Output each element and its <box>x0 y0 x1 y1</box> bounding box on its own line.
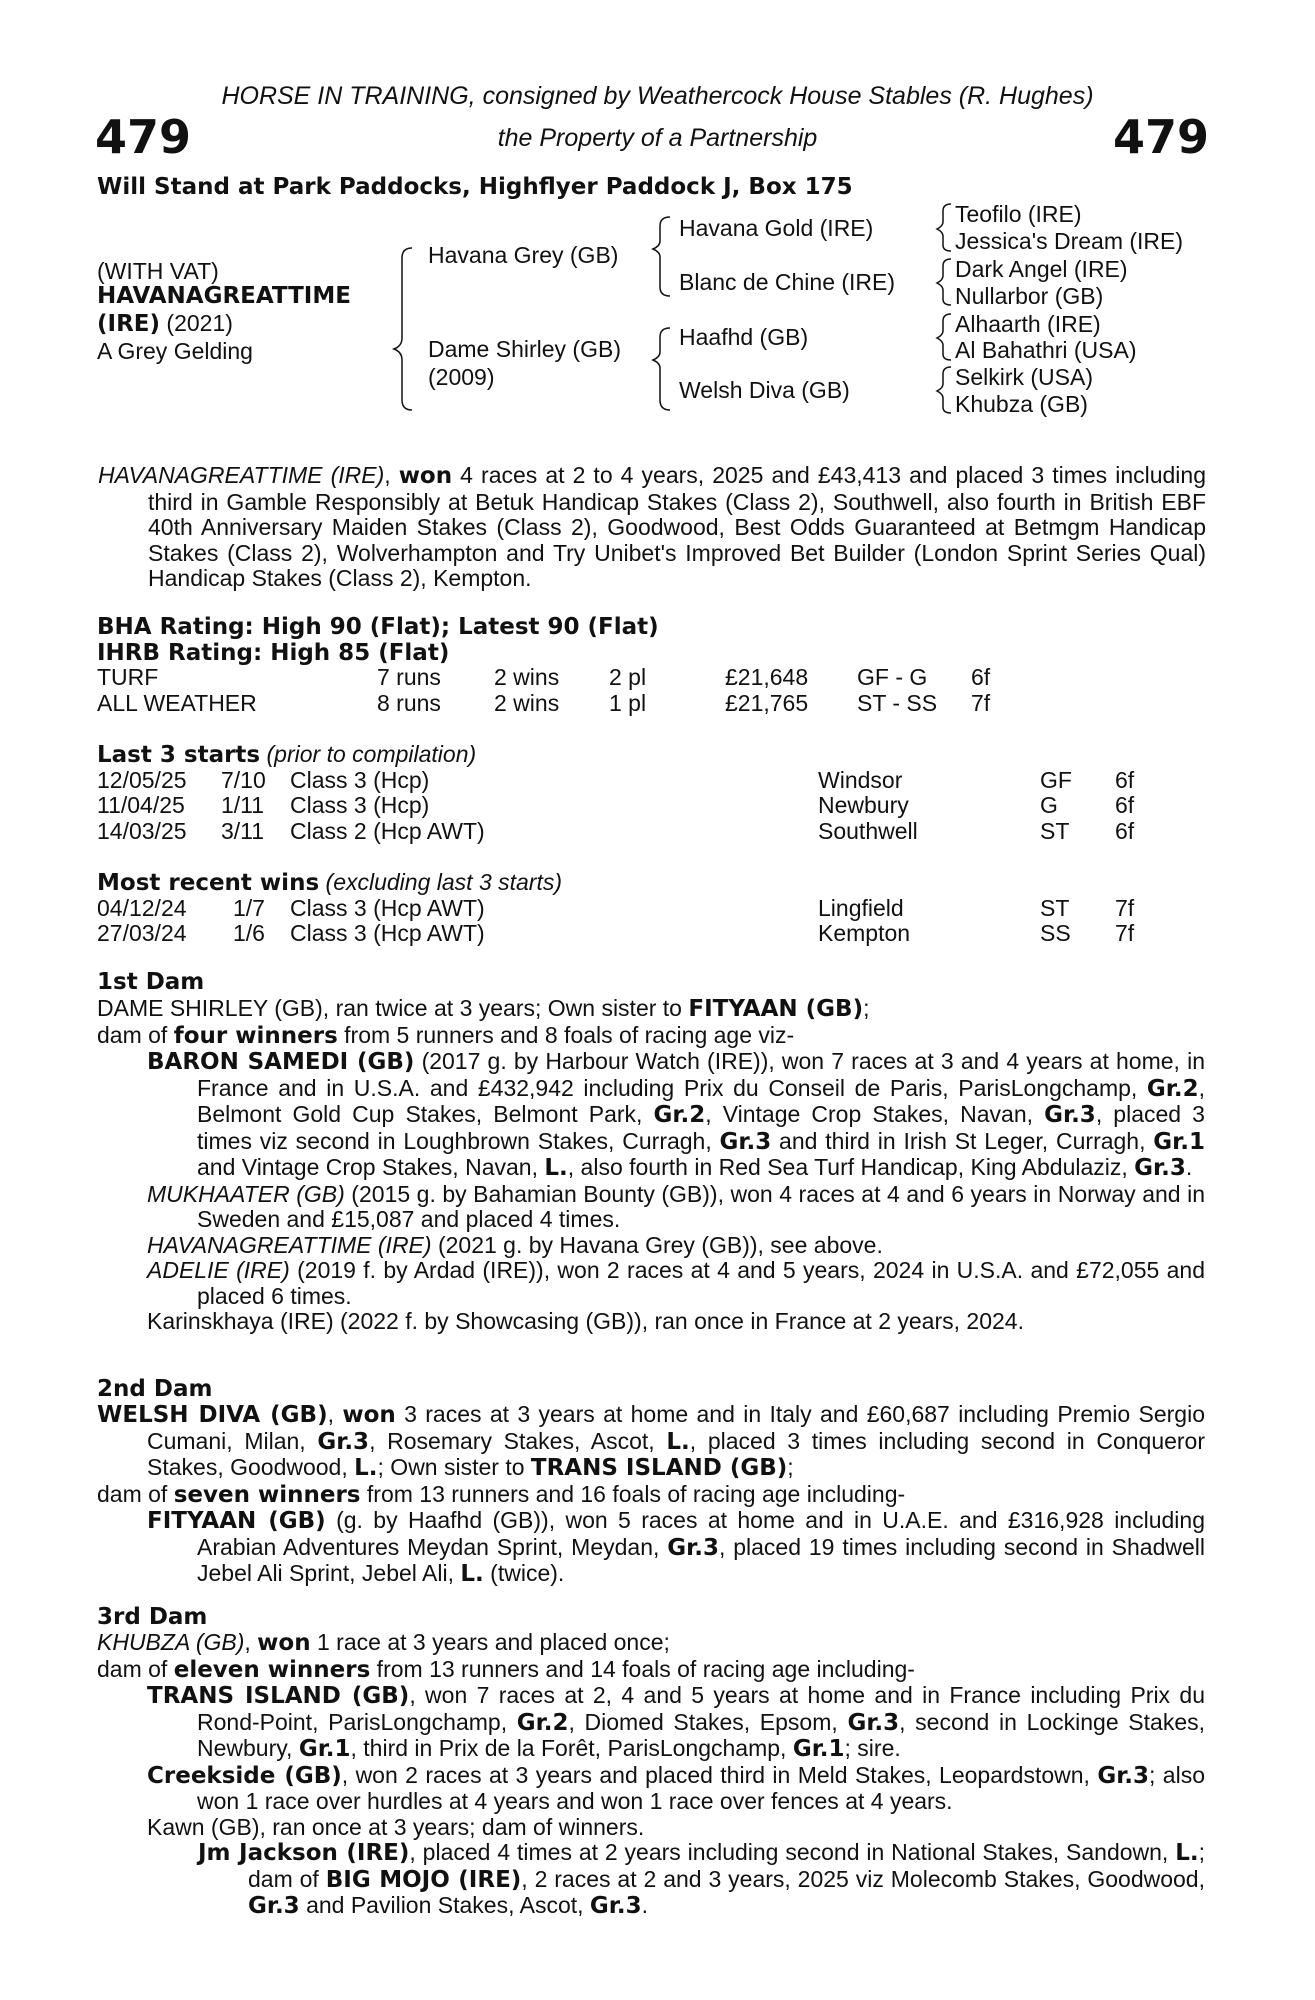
text-run: (2021 g. by Havana Grey (GB)), see above. <box>431 1231 883 1258</box>
text-run: from 5 runners and 8 foals of racing age viz- <box>337 1021 795 1048</box>
text-run: ST <box>1040 895 1070 921</box>
consignor-line: HORSE IN TRAINING, consigned by Weathercock House Stables (R. Hughes) <box>221 82 1094 110</box>
text-run: 6f <box>1115 792 1135 818</box>
text-run: 2 pl <box>609 664 647 690</box>
produce-kawn <box>147 1815 1205 1841</box>
text-run: , Diomed Stakes, Epsom, <box>568 1708 848 1735</box>
text-run: Kempton <box>818 920 911 946</box>
text-run: , Belmont Gold Cup Stakes, Belmont Park, <box>197 1074 1205 1127</box>
sire-name: Havana Grey (GB) <box>428 242 619 268</box>
dam-name: Dame Shirley (GB) <box>428 336 621 362</box>
text-run: , second in Lockinge Stakes, Newbury, <box>197 1708 1205 1761</box>
text-run: , Rosemary Stakes, Ascot, <box>369 1427 667 1454</box>
text-run: MUKHAATER (GB) <box>147 1180 345 1207</box>
text-run: , also fourth in Red Sea Turf Handicap, King Abdulaziz, <box>567 1154 1135 1180</box>
property-line: the Property of a Partnership <box>497 124 818 152</box>
text-run: ; Own sister to <box>377 1454 531 1480</box>
ggdam-3: Al Bahathri (USA) <box>955 337 1137 363</box>
brace-sire <box>653 217 670 296</box>
text-run: ST <box>1040 818 1070 844</box>
text-run: eleven winners <box>173 1656 371 1683</box>
text-run: (prior to compilation) <box>260 741 477 767</box>
text-run: 7f <box>1115 920 1135 946</box>
text-run: FITYAAN (GB) <box>688 996 864 1022</box>
text-run: Class 3 (Hcp) <box>290 792 430 818</box>
text-run: FITYAAN (GB) <box>147 1508 326 1534</box>
text-run: 2 wins <box>494 690 560 716</box>
text-run: 14/03/25 <box>97 818 187 844</box>
text-run: KHUBZA (GB) <box>97 1629 245 1655</box>
horse-description: A Grey Gelding <box>97 338 253 364</box>
horse-origin: (IRE) <box>97 311 161 337</box>
granddam-sire: Blanc de Chine (IRE) <box>679 269 896 295</box>
text-run: 1/11 <box>221 792 265 818</box>
text-run: GF <box>1040 767 1072 793</box>
text-run: 7f <box>971 690 991 716</box>
text-run: £21,648 <box>725 664 809 690</box>
text-run: Gr.1 <box>792 1736 845 1762</box>
text-run: Gr.1 <box>298 1736 351 1762</box>
ggdam-4: Khubza (GB) <box>955 391 1088 417</box>
text-run: Gr.3 <box>667 1534 719 1561</box>
text-run: ; dam of <box>248 1839 1205 1892</box>
text-run: (excluding last 3 starts) <box>319 869 563 895</box>
text-run: Class 2 (Hcp AWT) <box>290 818 485 844</box>
text-run: 6f <box>1115 818 1135 844</box>
first-dam-section <box>97 996 1205 1335</box>
text-run: won <box>257 1630 311 1656</box>
text-run: WELSH DIVA (GB) <box>97 1402 328 1428</box>
text-run: 2 wins <box>494 664 560 690</box>
text-run: L. <box>460 1561 484 1587</box>
text-run: (2017 g. by Harbour Watch (IRE)), won 7 races at 3 and 4 years at home, in France and in U.S.A. and £432,942 including Prix du Conseil de Paris, ParisLongchamp, <box>197 1048 1205 1101</box>
ihrb-rating: IHRB Rating: High 85 (Flat) <box>97 640 450 666</box>
text-run: Last 3 starts <box>97 742 261 768</box>
horse-year: (2021) <box>160 310 233 336</box>
text-run: 7/10 <box>221 767 266 793</box>
text-run: and third in Irish St Leger, Curragh, <box>771 1127 1154 1154</box>
text-run: and Pavilion Stakes, Ascot, <box>299 1892 590 1918</box>
text-run: 3/11 <box>221 818 265 844</box>
text-run: TURF <box>97 664 159 690</box>
text-run: , placed 19 times including second in Shadwell Jebel Ali Sprint, Jebel Ali, <box>197 1533 1205 1586</box>
text-run: , <box>327 1401 343 1427</box>
text-run: L. <box>1175 1840 1199 1866</box>
produce-jm-jackson <box>198 1840 1205 1920</box>
text-run: 4 races at 2 to 4 years, 2025 and £43,413 and placed 3 times including third in Gamble Responsibly at Betuk Handicap Stakes (Class 2), Southwell, also fourth in British EBF 40th Anniversary Maiden Stakes (Class 2), Goodwood, Best Odds Guaranteed at Betmgm Handicap Stakes (Class 2), Wolverhampton and Try Unibet's Improved Bet Builder (London Sprint Series Qual) Handicap Stakes (Class 2), Kempton. <box>148 462 1206 591</box>
text-run: 11/04/25 <box>97 792 185 818</box>
text-run: , placed 4 times at 2 years including second in National Stakes, Sandown, <box>409 1839 1176 1865</box>
text-run: Jm Jackson (IRE) <box>198 1840 410 1866</box>
brace-ds <box>937 314 951 360</box>
third-dam-heading: 3rd Dam <box>97 1604 208 1630</box>
granddam-dam: Welsh Diva (GB) <box>679 377 850 403</box>
brace-dam <box>653 328 670 410</box>
text-run: 8 runs <box>377 690 441 716</box>
produce-karinskhaya <box>147 1309 1205 1335</box>
brace-gen1 <box>394 248 412 410</box>
text-run: 3 races at 3 years at home and in Italy and £60,687 including Premio Sergio Cumani, Milan, <box>147 1401 1206 1454</box>
text-run: ; <box>787 1454 794 1480</box>
text-run: , 2 races at 2 and 3 years, 2025 viz Molecomb Stakes, Goodwood, <box>521 1865 1205 1892</box>
text-run: ; also won 1 race over hurdles at 4 years and won 1 race over fences at 4 years. <box>197 1761 1205 1814</box>
text-run: dam of <box>97 1655 174 1682</box>
race-summary: HAVANAGREATTIME (IRE), won 4 races at 2 to 4 years, 2025 and £43,413 and placed 3 times including third in Gamble Responsibly at Betuk Handicap Stakes (Class 2), Southwell, also fourth in British EBF 40th Anniversary Maiden Stakes (Class 2), Goodwood, Best Odds Guaranteed at Betmgm Handicap Stakes (Class 2), Wolverhampton and Try Unibet's Improved Bet Builder (London Sprint Series Qual) Handicap Stakes (Class 2), Kempton. <box>98 462 1206 591</box>
last-starts-heading <box>97 741 476 768</box>
text-run: , Vintage Crop Stakes, Navan, <box>705 1101 1045 1127</box>
text-run: , third in Prix de la Forêt, ParisLongchamp, <box>350 1735 793 1761</box>
text-run: 12/05/25 <box>97 767 187 793</box>
text-run: ADELIE (IRE) <box>147 1257 290 1283</box>
text-run: DAME SHIRLEY (GB), ran twice at 3 years; Own sister to <box>97 995 689 1021</box>
text-run: ST - SS <box>857 690 938 716</box>
third-dam-section <box>97 1630 1205 1920</box>
text-run: Gr.3 <box>719 1128 772 1155</box>
text-run: Gr.3 <box>317 1428 370 1455</box>
lot-number-left: 479 <box>95 110 192 164</box>
text-run: Gr.3 <box>1097 1762 1150 1789</box>
grandsire-dam: Haafhd (GB) <box>679 324 809 350</box>
produce-trans-island <box>147 1683 1205 1763</box>
text-run: Lingfield <box>818 895 904 921</box>
text-run: TRANS ISLAND (GB) <box>147 1683 410 1709</box>
text-run: Creekside (GB) <box>147 1762 342 1789</box>
brace-ss <box>937 204 951 251</box>
text-run: won <box>342 1402 396 1428</box>
text-run: 1/7 <box>233 895 265 921</box>
text-run: dam of <box>97 1021 174 1048</box>
text-run: Karinskhaya (IRE) (2022 f. by Showcasing (GB)), ran once in France at 2 years, 2024. <box>147 1308 1024 1334</box>
text-run: HAVANAGREATTIME (IRE) <box>147 1231 432 1258</box>
text-run: (2019 f. by Ardad (IRE)), won 2 races at 4 and 5 years, 2024 in U.S.A. and £72,055 and placed 6 times. <box>197 1257 1205 1309</box>
text-run: Gr.3 <box>1044 1102 1096 1128</box>
text-run: , placed 3 times including second in Conqueror Stakes, Goodwood, <box>147 1427 1206 1480</box>
text-run: from 13 runners and 16 foals of racing age including- <box>360 1480 906 1507</box>
text-run: 04/12/24 <box>97 895 187 921</box>
text-run: , <box>244 1629 258 1655</box>
text-run: from 13 runners and 14 foals of racing age including- <box>370 1655 915 1682</box>
ggsire-3: Alhaarth (IRE) <box>955 311 1101 337</box>
text-run: G <box>1040 792 1058 818</box>
text-run: £21,765 <box>725 690 809 716</box>
brace-sd <box>937 259 951 305</box>
produce-havanagreattime <box>147 1233 1205 1259</box>
text-run: 7f <box>1115 895 1135 921</box>
text-run: Gr.3 <box>248 1893 300 1919</box>
produce-baron-samedi <box>147 1049 1205 1182</box>
text-run: won <box>398 463 453 489</box>
stable-location: Will Stand at Park Paddocks, Highflyer Paddock J, Box 175 <box>97 174 853 200</box>
text-run: Gr.3 <box>589 1893 642 1919</box>
summary-horse-name: HAVANAGREATTIME (IRE) <box>98 462 385 488</box>
text-run: four winners <box>173 1022 338 1049</box>
brace-dd <box>937 367 951 413</box>
produce-fityaan <box>147 1508 1205 1588</box>
ggsire-2: Dark Angel (IRE) <box>955 256 1128 282</box>
first-dam-heading: 1st Dam <box>97 969 205 995</box>
dam-year: (2009) <box>428 364 495 390</box>
second-dam-heading: 2nd Dam <box>97 1376 213 1402</box>
text-run: GF - G <box>857 664 928 690</box>
text-run: Gr.1 <box>1153 1128 1205 1155</box>
text-run: Newbury <box>818 792 909 818</box>
text-run: 1 race at 3 years and placed once; <box>310 1629 670 1655</box>
text-run: Gr.2 <box>653 1102 706 1128</box>
text-run: 6f <box>971 664 991 690</box>
text-run: Southwell <box>818 818 918 844</box>
text-run: , placed 3 times viz second in Loughbrown Stakes, Curragh, <box>197 1101 1205 1154</box>
grandsire-sire: Havana Gold (IRE) <box>679 215 874 241</box>
text-run: , won 7 races at 2, 4 and 5 years at home and in France including Prix du Rond-Point, ParisLongchamp, <box>197 1682 1205 1735</box>
text-run: Kawn (GB), ran once at 3 years; dam of winners. <box>147 1813 645 1840</box>
text-run: . <box>1185 1154 1193 1180</box>
text-run: Class 3 (Hcp) <box>290 767 430 793</box>
text-run: seven winners <box>173 1481 361 1508</box>
text-run: Gr.3 <box>1134 1155 1186 1181</box>
text-run: , won 2 races at 3 years and placed third in Meld Stakes, Leopardstown, <box>341 1761 1098 1788</box>
text-run: 6f <box>1115 767 1135 793</box>
text-run: BIG MOJO (IRE) <box>325 1866 522 1893</box>
text-run: SS <box>1040 920 1071 946</box>
text-run: and Vintage Crop Stakes, Navan, <box>197 1154 545 1180</box>
text-run: ; <box>863 995 870 1021</box>
text-run: L. <box>666 1428 690 1455</box>
text-run: ALL WEATHER <box>97 690 257 716</box>
text-run: . <box>641 1892 648 1918</box>
text-run: Gr.2 <box>516 1709 569 1736</box>
ggdam-1: Jessica's Dream (IRE) <box>955 228 1184 254</box>
text-run: (2015 g. by Bahamian Bounty (GB)), won 4 races at 4 and 6 years in Norway and in Sweden and £15,087 and placed 4 times. <box>197 1180 1206 1232</box>
text-run: Class 3 (Hcp AWT) <box>290 920 485 946</box>
bha-rating: BHA Rating: High 90 (Flat); Latest 90 (Flat) <box>97 614 659 640</box>
text-run: Most recent wins <box>97 870 320 896</box>
text-run: (g. by Haafhd (GB)), won 5 races at home and in U.A.E. and £316,928 including Arabian Adventures Meydan Sprint, Meydan, <box>197 1507 1205 1560</box>
recent-wins-heading <box>97 869 562 896</box>
text-run: TRANS ISLAND (GB) <box>530 1455 788 1481</box>
produce-creekside <box>147 1763 1205 1815</box>
ggsire-1: Teofilo (IRE) <box>955 201 1082 227</box>
text-run: L. <box>544 1155 568 1181</box>
text-run: 27/03/24 <box>97 920 187 946</box>
second-dam-section <box>97 1402 1205 1588</box>
produce-adelie <box>147 1258 1205 1309</box>
ggsire-4: Selkirk (USA) <box>955 364 1094 390</box>
text-run: 7 runs <box>377 664 441 690</box>
text-run: Gr.3 <box>847 1709 900 1736</box>
text-run: 1 pl <box>609 690 647 716</box>
produce-mukhaater <box>147 1182 1205 1233</box>
lot-number-right: 479 <box>1113 110 1210 164</box>
text-run: BARON SAMEDI (GB) <box>147 1049 415 1075</box>
text-run: ; sire. <box>844 1735 901 1761</box>
ggdam-2: Nullarbor (GB) <box>955 283 1104 309</box>
text-run: Gr.2 <box>1146 1075 1199 1102</box>
vat-note: (WITH VAT) <box>97 258 219 284</box>
text-run: L. <box>354 1455 378 1481</box>
text-run: 1/6 <box>233 920 265 946</box>
text-run: dam of <box>97 1480 174 1507</box>
text-run: Class 3 (Hcp AWT) <box>290 895 485 921</box>
text-run: Windsor <box>818 767 903 793</box>
horse-name: HAVANAGREATTIME <box>97 283 351 309</box>
text-run: (twice). <box>483 1560 565 1586</box>
